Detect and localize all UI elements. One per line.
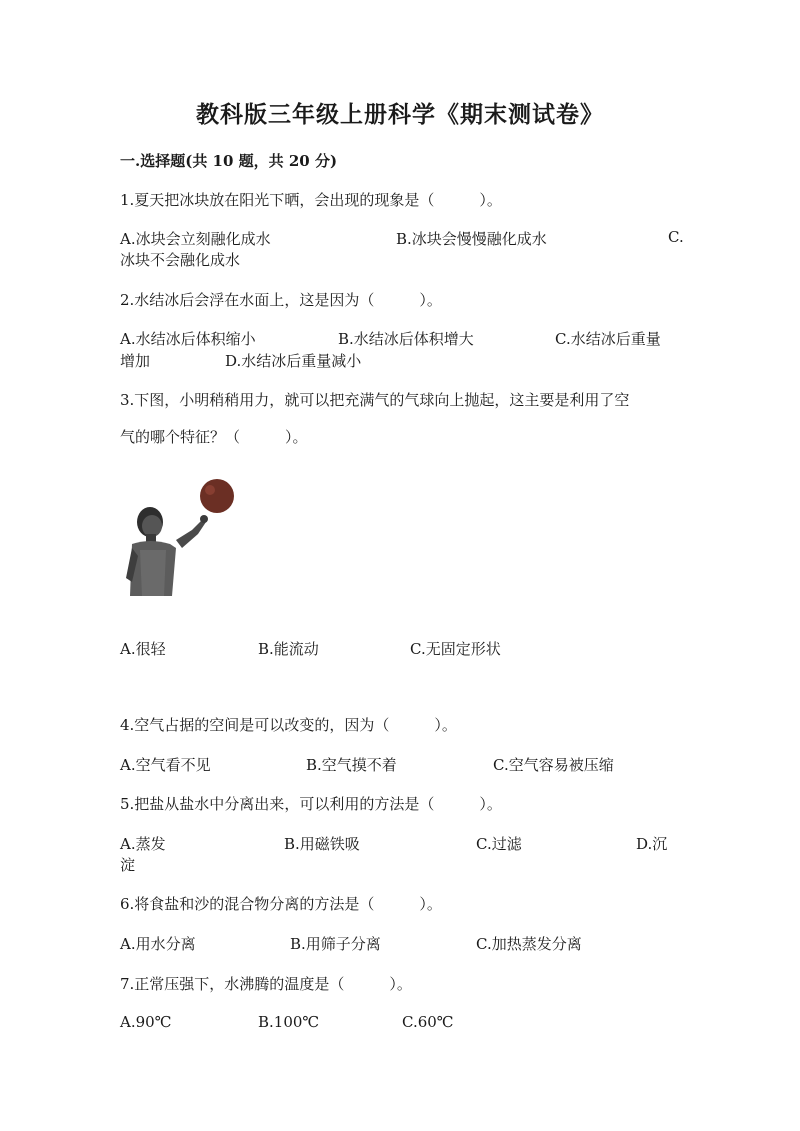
question-6-option-c: C.加热蒸发分离 (476, 935, 582, 953)
question-1-stem: 1.夏天把冰块放在阳光下晒，会出现的现象是（ ）。 (120, 191, 502, 209)
page-title: 教科版三年级上册科学《期末测试卷》 (196, 101, 604, 128)
question-4-option-a: A.空气看不见 (120, 756, 211, 774)
question-2-stem: 2.水结冰后会浮在水面上，这是因为（ ）。 (120, 291, 442, 309)
question-5-option-b: B.用磁铁吸 (284, 835, 360, 853)
question-3-option-c: C.无固定形状 (410, 640, 501, 658)
question-1-option-b: B.冰块会慢慢融化成水 (396, 230, 547, 248)
question-5-option-c: C.过滤 (476, 835, 522, 853)
question-5-option-d-cont: 淀 (120, 856, 136, 874)
question-6-option-a: A.用水分离 (120, 935, 196, 953)
section-heading: 一.选择题(共 10 题，共 20 分) (120, 152, 338, 170)
question-1-option-a: A.冰块会立刻融化成水 (120, 230, 271, 248)
question-1-option-c-label: C. (668, 228, 684, 246)
question-6-option-b: B.用筛子分离 (290, 935, 381, 953)
question-4-option-b: B.空气摸不着 (306, 756, 397, 774)
question-1-option-c-text: 冰块不会融化成水 (120, 251, 241, 269)
question-5-stem: 5.把盐从盐水中分离出来，可以利用的方法是（ ）。 (120, 795, 502, 813)
question-2-option-c: C.水结冰后重量 (555, 330, 661, 348)
question-7-stem: 7.正常压强下，水沸腾的温度是（ ）。 (120, 975, 412, 993)
boy-throwing-ball-image (126, 478, 244, 596)
question-3-option-b: B.能流动 (258, 640, 319, 658)
question-4-stem: 4.空气占据的空间是可以改变的，因为（ ）。 (120, 716, 457, 734)
question-3-stem-line2: 气的哪个特征？（ ）。 (120, 428, 308, 446)
question-4-option-c: C.空气容易被压缩 (493, 756, 614, 774)
question-2-option-a: A.水结冰后体积缩小 (120, 330, 256, 348)
question-3-option-a: A.很轻 (120, 640, 166, 658)
question-7-option-c: C.60℃ (402, 1013, 454, 1031)
question-2-option-b: B.水结冰后体积增大 (338, 330, 474, 348)
question-6-stem: 6.将食盐和沙的混合物分离的方法是（ ）。 (120, 895, 442, 913)
question-5-option-d: D.沉 (636, 835, 668, 853)
question-3-stem-line1: 3.下图，小明稍稍用力，就可以把充满气的气球向上抛起，这主要是利用了空 (120, 391, 630, 409)
question-7-option-b: B.100℃ (258, 1013, 320, 1031)
question-2-option-c-cont: 增加 (120, 352, 151, 370)
question-5-option-a: A.蒸发 (120, 835, 166, 853)
question-7-option-a: A.90℃ (120, 1013, 172, 1031)
question-2-option-d: D.水结冰后重量减小 (225, 352, 362, 370)
